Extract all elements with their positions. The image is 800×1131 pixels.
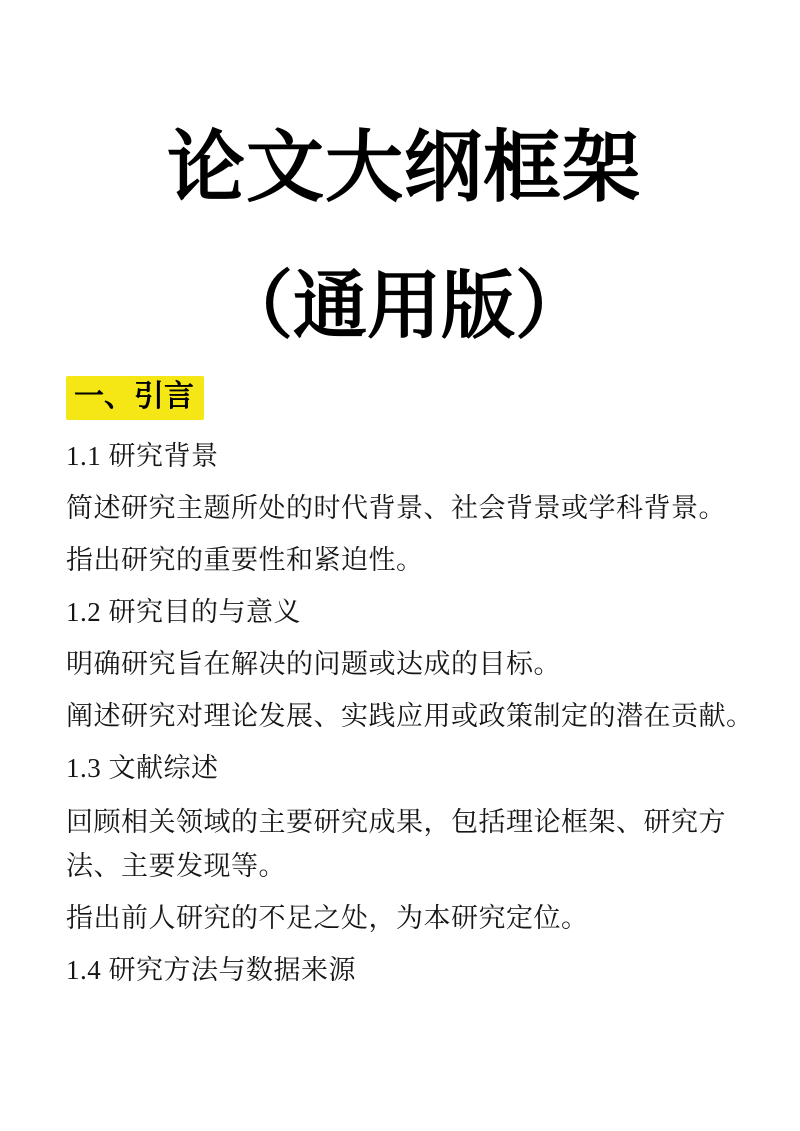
section-heading-row — [66, 376, 742, 420]
page-subtitle: （通用版） — [219, 263, 589, 349]
outline-lines — [66, 430, 754, 996]
outline-body-line: 指出前人研究的不足之处，为本研究定位。 — [66, 903, 589, 933]
page-title: 论文大纲框架 — [166, 122, 641, 213]
outline-body-line: 指出研究的重要性和紧迫性。 — [66, 545, 424, 575]
outline-item-1-2: 1.2 研究目的与意义 — [66, 597, 301, 627]
outline-body-line: 阐述研究对理论发展、实践应用或政策制定的潜在贡献。 — [66, 701, 754, 731]
outline-item-1-4: 1.4 研究方法与数据来源 — [66, 955, 356, 985]
outline-body-line: 法、主要发现等。 — [66, 851, 286, 881]
outline-body-line: 明确研究旨在解决的问题或达成的目标。 — [66, 649, 561, 679]
outline-body-line: 简述研究主题所处的时代背景、社会背景或学科背景。 — [66, 493, 726, 523]
outline-item-1-3: 1.3 文献综述 — [66, 753, 219, 783]
section-heading-highlighted: 一、引言 — [66, 376, 204, 420]
outline-item-1-1: 1.1 研究背景 — [66, 441, 219, 471]
outline-body-line: 回顾相关领域的主要研究成果，包括理论框架、研究方 — [66, 807, 726, 837]
